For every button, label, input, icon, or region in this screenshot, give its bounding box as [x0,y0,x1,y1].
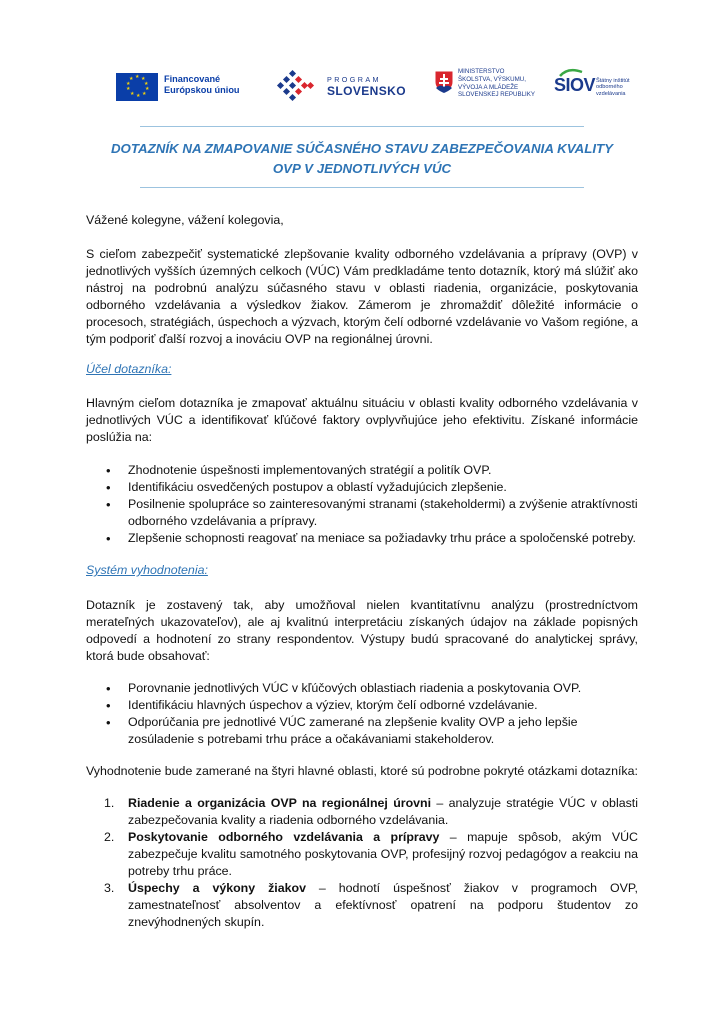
siov-wordmark: SIOV [554,75,596,95]
section-heading-evaluation: Systém vyhodnotenia: [86,563,208,577]
program-slovensko-icon [276,69,318,103]
greeting: Vážené kolegyne, vážení kolegovia, [86,213,284,227]
document-title: DOTAZNÍK NA ZMAPOVANIE SÚČASNÉHO STAVU ZABEZPEČOVANIA KVALITY OVP V JEDNOTLIVÝCH VÚC [110,141,614,176]
title-rule-bottom [140,187,584,188]
title-rule-top [140,126,584,127]
areas-numbered-list [104,795,638,931]
logo-bar [112,66,630,106]
list-item: 3. Úspechy a výkony žiakov – hodnotí úspešnosť žiakov v programoch OVP, zamestnateľnosť absolventov a efektívnosť opatrení na podporu študentov zo znevýhodnených skupín. [104,881,638,929]
program-label: PROGRAM [327,75,381,84]
slovensko-label: SLOVENSKO [327,84,406,98]
list-item: • Posilnenie spolupráce so zainteresovanými stranami (stakeholdermi) a zvýšenie atraktívnosti odborného vzdelávania a prípravy. [104,496,638,530]
list-item: 1. Riadenie a organizácia OVP na regionálnej úrovni – analyzuje stratégie VÚC v oblasti zabezpečovania kvality a riadenia odborného vzdelávania. [104,796,638,827]
list-item: • Odporúčania pre jednotlivé VÚC zamerané na zlepšenie kvality OVP a jeho lepšie zosúladenie s potrebami trhu práce a očakávaniami stakeholderov. [104,714,638,748]
evaluation-bullet-list [104,680,638,748]
areas-intro: Vyhodnotenie bude zamerané na štyri hlavné oblasti, ktoré sú podrobne pokryté otázkami dotazníka: [86,764,638,778]
list-item: • Identifikáciu hlavných úspechov a výziev, ktorým čelí odborné vzdelávanie. [104,697,638,714]
eu-flag-icon: ★ ★ ★ ★ ★ ★ ★ ★ ★ ★ [116,73,158,101]
list-item: • Zhodnotenie úspešnosti implementovaných stratégií a politík OVP. [104,462,638,479]
list-item: 2. Poskytovanie odborného vzdelávania a prípravy – mapuje spôsob, akým VÚC zabezpečuje kvalitu samotného poskytovania OVP, profesijný rozvoj pedagógov a reakciu na potreby trhu práce. [104,830,639,878]
purpose-bullet-list [104,462,638,547]
evaluation-paragraph: Dotazník je zostavený tak, aby umožňoval nielen kvantitatívnu analýzu (prostredníctvom merateľných ukazovateľov), ale aj kvalitnú interpretáciu získaných údajov na základe popisných odpovedí a hodnotení zo strany respondentov. Výstupy budú spracované do analytickej správy, ktorá bude obsahovať: [86,598,638,663]
list-item: • Porovnanie jednotlivých VÚC v kľúčových oblastiach riadenia a poskytovania OVP. [104,680,638,697]
state-crest-icon [434,70,454,94]
siov-subtitle: Štátny inštitút odborného vzdelávania [596,78,630,97]
list-item: • Zlepšenie schopnosti reagovať na meniace sa požiadavky trhu práce a spoločenské potreby. [104,530,638,547]
purpose-paragraph: Hlavným cieľom dotazníka je zmapovať aktuálnu situáciu v oblasti kvality odborného vzdelávania v jednotlivých VÚC a identifikovať kľúčové faktory ovplyvňujúce jeho efektivitu. Získané informácie poslúžia na: [86,396,638,444]
list-item: • Identifikáciu osvedčených postupov a oblastí vyžadujúcich zlepšenie. [104,479,638,496]
ministry-text: MINISTERSTVO ŠKOLSTVA, VÝSKUMU, VÝVOJA A MLÁDEŽE SLOVENSKEJ REPUBLIKY [458,68,536,99]
section-heading-purpose: Účel dotazníka: [86,362,172,376]
eu-logo-text: Financované Európskou úniou [164,74,240,95]
intro-paragraph: S cieľom zabezpečiť systematické zlepšovanie kvality odborného vzdelávania a prípravy (OVP) v jednotlivých vyšších územných celkoch (VÚC) Vám predkladáme tento dotazník, ktorý má slúžiť ako nástroj na podrobnú analýzu súčasného stavu v oblasti riadenia, organizácie, poskytovania odborného vzdelávania a výsledkov žiakov. Zámerom je zhromaždiť dôležité informácie o procesoch, stratégiách, úspechoch a výzvach, ktorým čelí odborné vzdelávanie vo Vašom regióne, a tým podporiť ďalší rozvoj a inováciu OVP na regionálnej úrovni. [86,247,638,346]
